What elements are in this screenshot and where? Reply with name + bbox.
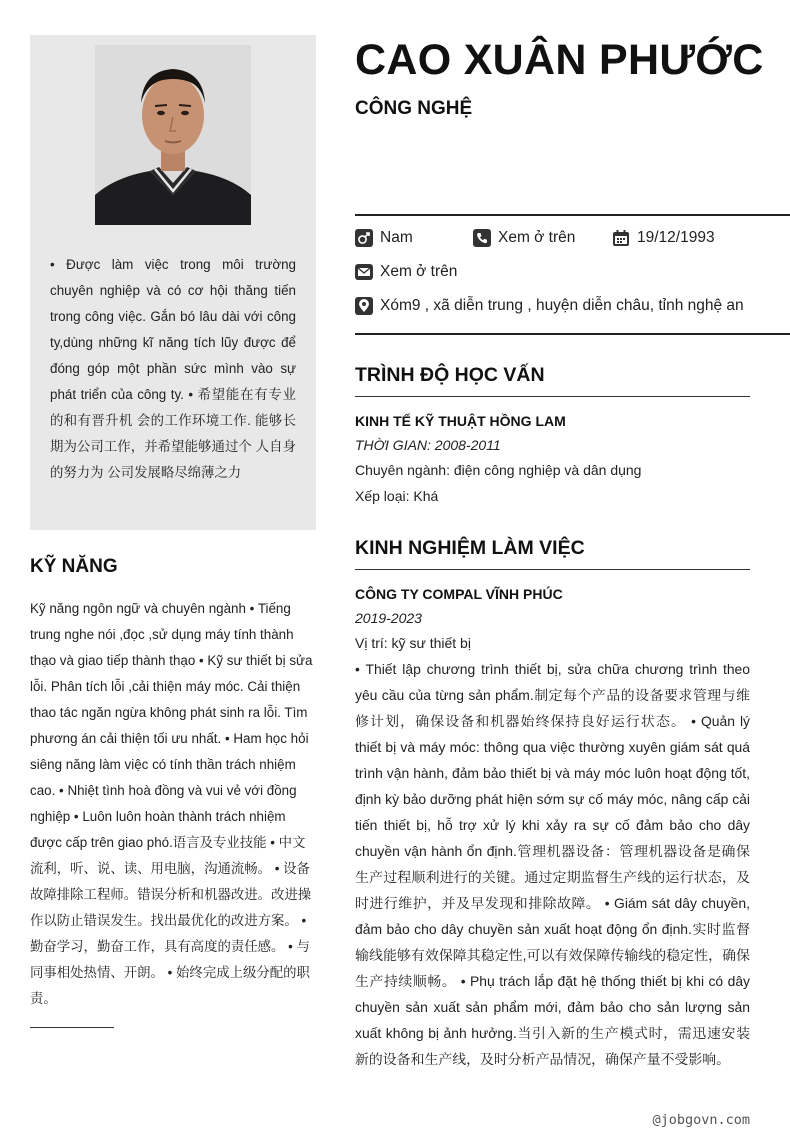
company-name: CÔNG TY COMPAL VĨNH PHÚC (355, 586, 563, 602)
divider (30, 1027, 114, 1028)
career-objective: • Được làm việc trong môi trường chuyên nghiệp và có cơ hội thăng tiến trong công việc. Gắn bó lâu dài với công ty,dùng những kĩ năng tích lũy được để đóng góp một phần sức mình vào sự phát triển của công ty. • 希望能在有专业的和有晋升机 会的工作环境工作. 能够长期为公司工作，并希望能够通过个 人自身的努力为 公司发展略尽绵薄之力 (50, 257, 296, 480)
candidate-name: CAO XUÂN PHƯỚC (355, 36, 764, 84)
divider (355, 569, 750, 570)
gender-icon (355, 229, 373, 247)
address-info (355, 297, 744, 315)
education-period: THỜI GIAN: 2008-2011 (355, 437, 501, 453)
footer-watermark: @jobgovn.com (652, 1112, 750, 1128)
phone-icon (473, 229, 491, 247)
email-value: Xem ở trên (380, 263, 458, 280)
mail-icon (355, 263, 373, 281)
gender-value: Nam (380, 229, 413, 246)
skills-heading: KỸ NĂNG (30, 556, 118, 577)
profile-photo (95, 45, 251, 225)
experience-description: • Thiết lập chương trình thiết bị, sửa chữa chương trình theo yêu cầu của từng sản phẩm.制定每个产品的设备要求管理与维修计划，确保设备和机器始终保持良好运行状态。 • Quản lý thiết bị và máy móc: thông qua việc thường xuyên giám sát quá trình vận hành, đảm bảo thiết bị và máy móc luôn hoạt động tốt, định kỳ bảo dưỡng phát hiện sớm sự cố máy móc, nâng cấp cải tiến thiết bị, hỗ trợ xử lý khi xảy ra sự cố đảm bảo cho dây chuyền vận hành ổn định.管理机器设备：管理机器设备是确保生产过程顺利进行的关键。通过定期监督生产线的运行状态，及时进行维护，并及早发现和排除故障。 • Giám sát dây chuyền, đảm bảo cho dây chuyền sản xuất hoạt động ổn định.实时监督输线能够有效保障其稳定性,可以有效保障传输线的稳定性，确保生产持续顺畅。 • Phụ trách lắp đặt hệ thống thiết bị khi có dây chuyền sản xuất sản phẩm mới, đảm bảo cho sản lượng sản xuất không bị ảnh hưởng.当引入新的生产模式时，需迅速安装新的设备和生产线，及时分析产品情况，确保产量不受影响。 (355, 661, 750, 1067)
gender-info (355, 229, 413, 247)
job-title: CÔNG NGHỆ (355, 98, 473, 119)
email-info (355, 263, 457, 281)
calendar-icon (612, 229, 630, 247)
education-heading: TRÌNH ĐỘ HỌC VẤN (355, 364, 545, 386)
skills-text: Kỹ năng ngôn ngữ và chuyên ngành • Tiếng trung nghe nói ,đọc ,sử dụng máy tính thành thạo và giao tiếp thành thạo • Kỹ sư thiết bị sửa lỗi. Phân tích lỗi ,cải thiện máy móc. Cải thiện thao tác ngăn ngừa không phát sinh ra lỗi. Tìm phương án cải thiện tối ưu nhất. • Ham học hỏi siêng năng làm việc có tính thần trách nhiệm cao. • Nhiệt tình hoà đồng và vui vẻ với đồng nghiệp • Luôn luôn hoàn thành trách nhiệm được cấp trên giao phó.语言及专业技能 • 中文流利，听、说、读、用电脑，沟通流畅。 • 设备故障排除工程师。错误分析和机器改进。改进操作以防止错误发生。找出最优化的改进方案。 • 勤奋学习，勤奋工作，具有高度的责任感。 • 与同事相处热情、开朗。 • 始终完成上级分配的职责。 (30, 601, 313, 1006)
education-grade: Xếp loại: Khá (355, 488, 439, 504)
left-panel (30, 35, 316, 530)
birthday-info (612, 229, 715, 247)
address-value: Xóm9 , xã diễn trung , huyện diễn châu, tỉnh nghệ an (380, 297, 744, 314)
education-major: Chuyên ngành: điện công nghiệp và dân dụng (355, 462, 642, 478)
birthday-value: 19/12/1993 (637, 229, 715, 246)
divider (355, 333, 790, 335)
divider (355, 214, 790, 216)
divider (355, 396, 750, 397)
experience-position: Vị trí: kỹ sư thiết bị (355, 635, 471, 651)
phone-info (473, 229, 575, 247)
school-name: KINH TẾ KỸ THUẬT HỒNG LAM (355, 413, 566, 429)
avatar (95, 45, 251, 225)
location-pin-icon (355, 297, 373, 315)
phone-value: Xem ở trên (498, 229, 576, 246)
experience-heading: KINH NGHIỆM LÀM VIỆC (355, 537, 585, 559)
experience-period: 2019-2023 (355, 610, 422, 626)
